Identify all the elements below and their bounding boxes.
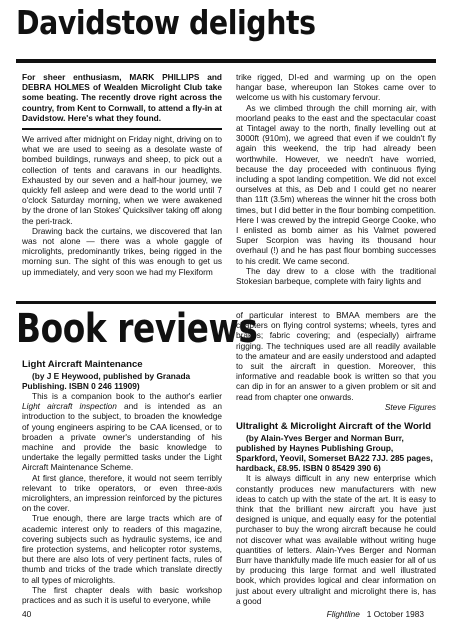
article-paragraph: trike rigged, DI-ed and warming up on the open hangar base, whereupon Ian Stokes came over to welcome us with his customary fervour. bbox=[236, 72, 436, 103]
article-paragraph: We arrived after midnight on Friday night, driving on to what we are used to seeing as a desolate waste of bombed buildings, runways and sheep, to pick out a collection of tents and caravans in our headlights. Exhausted by our seven and a half-hour journey, we quickly fell asleep and were dead to the world until 7 o'clock Saturday morning, when we were awakened by the drone of Ian Stokes' Quicksilver taking off along the peri-track. bbox=[22, 134, 222, 226]
review-byline: (by Alain-Yves Berger and Norman Burr, published by Haynes Publishing Group, Sparkford, Yeovil, Somerset BA22 7JJ. 285 pages, hardback, £8.95. ISBN 0 85429 390 6) bbox=[236, 432, 433, 474]
article-paragraph: As we climbed through the chill morning air, with moorland peaks to the east and the spectacular coast at Tintagel away to the north, finally levelling out at 3000ft (910m), we agreed that even if we couldn't fly again this weekend, the trip had already been worthwhile. However, we needn't have worried, because the day proceeded with continuous flying including a spot landing competition. We did not excel ourselves at this, as Deb and I could get no nearer than 11ft (3.5m) whereas the winner hit the cross both times, but I did better in the flour bombing competition. Here I was crewed by the intrepid George Cooke, who I enlisted as bomb aimer as his Valmet powered Super Scorpion was having its thousand hour overhaul (!) and he has past flour bombing successes to his credit. We came second. bbox=[236, 102, 436, 266]
article-intro: For sheer enthusiasm, MARK PHILLIPS and DEBRA HOLMES of Wealden Microlight Club take some beating. The recently drove right across the country, from Kent to Cornwall, to attend a fly-in at Davidstow. Here's what they found. bbox=[22, 72, 222, 123]
section-title-book-reviews: Book reviews bbox=[16, 306, 258, 352]
review-right-column bbox=[236, 310, 436, 606]
review-signature: Steve Figures bbox=[384, 401, 436, 412]
review-paragraph: This is a companion book to the author's earlier Light aircraft inspection and is intended as an introduction to the subject, to broaden the knowledge of young engineers aspiring to be CAA licensed, or to broaden a private owner's understanding of his machine and provide the basic knowledge to undertake the legally permitted tasks under the Light Aircraft Maintenance Scheme. bbox=[22, 391, 222, 473]
article-right-column bbox=[236, 72, 436, 286]
issue-date: 1 October 1983 bbox=[366, 609, 424, 619]
article-paragraph: Drawing back the curtains, we discovered that Ian was not alone — there was a whole gaggle of microlights, predominantly trikes, being rigged in the morning sun. The sight of this was enough to get us up immediately, and very soon we had my Flexiform bbox=[22, 225, 222, 277]
page-number: 40 bbox=[22, 609, 32, 619]
review-paragraph: At first glance, therefore, it would not seem terribly relevant to trike operators, or even three-axis microlighters, an impression reinforced by the pictures on the cover. bbox=[22, 472, 222, 514]
review-left-column bbox=[22, 359, 222, 605]
review-heading: Ultralight & Microlight Aircraft of the World bbox=[236, 421, 432, 433]
article-paragraph: The day drew to a close with the traditional Stokesian barbeque, complete with fairy lights and bbox=[236, 265, 436, 287]
review-paragraph: of particular interest to BMAA members are the chapters on flying control systems; wheels, tyres and brakes; fabric covering; and (especially) airframe rigging. The techniques used are all readily available to the amateur and are easily understood and adapted to suit the aircraft in question. Moreover, this informative and readable book is written so that you can dip in for an answer to a given problem or sit and read from chapter one onwards. bbox=[236, 310, 436, 402]
review-heading: Light Aircraft Maintenance bbox=[22, 359, 143, 370]
section-divider bbox=[16, 301, 436, 304]
title-rule bbox=[16, 59, 436, 63]
publication-name: Flightline bbox=[326, 609, 360, 619]
review-paragraph: True enough, there are large tracts which are of academic interest only to readers of this magazine, covering subjects such as hydraulic systems, ice and fire protection systems, and helicopter rotor systems, but there are also lots of very pertinent facts, rules of thumb and tricks of the trade which translate directly to all types of microlights. bbox=[22, 513, 222, 585]
footer-publication bbox=[327, 609, 424, 619]
review-paragraph: It is always difficult in any new enterprise which constantly produces new manufacturers with new ideas to catch up with the state of the art. It is easy to think that the brilliant new aircraft you have just designed is unique, and equally easy for the potential purchaser to buy the wrong aircraft because he could not discover what was available without writing huge quantities of letters. Alain-Yves Berger and Norman Burr have thankfully made life much easier for all of us by producing this large format and well illustrated book, which provides logical and clear information on just about every ultralight and microlight there is, has a good bbox=[236, 473, 436, 606]
article-title-davidstow: Davidstow delights bbox=[16, 3, 316, 42]
review-paragraph: The first chapter deals with basic workshop practices and as such it is useful to everyone, while bbox=[22, 584, 222, 606]
article-left-column bbox=[22, 72, 222, 277]
book-title-italic: Light aircraft inspection bbox=[22, 401, 117, 412]
intro-rule bbox=[22, 128, 222, 130]
review-byline: (by J E Heywood, published by Granada Publishing. ISBN 0 246 11909) bbox=[22, 370, 191, 391]
